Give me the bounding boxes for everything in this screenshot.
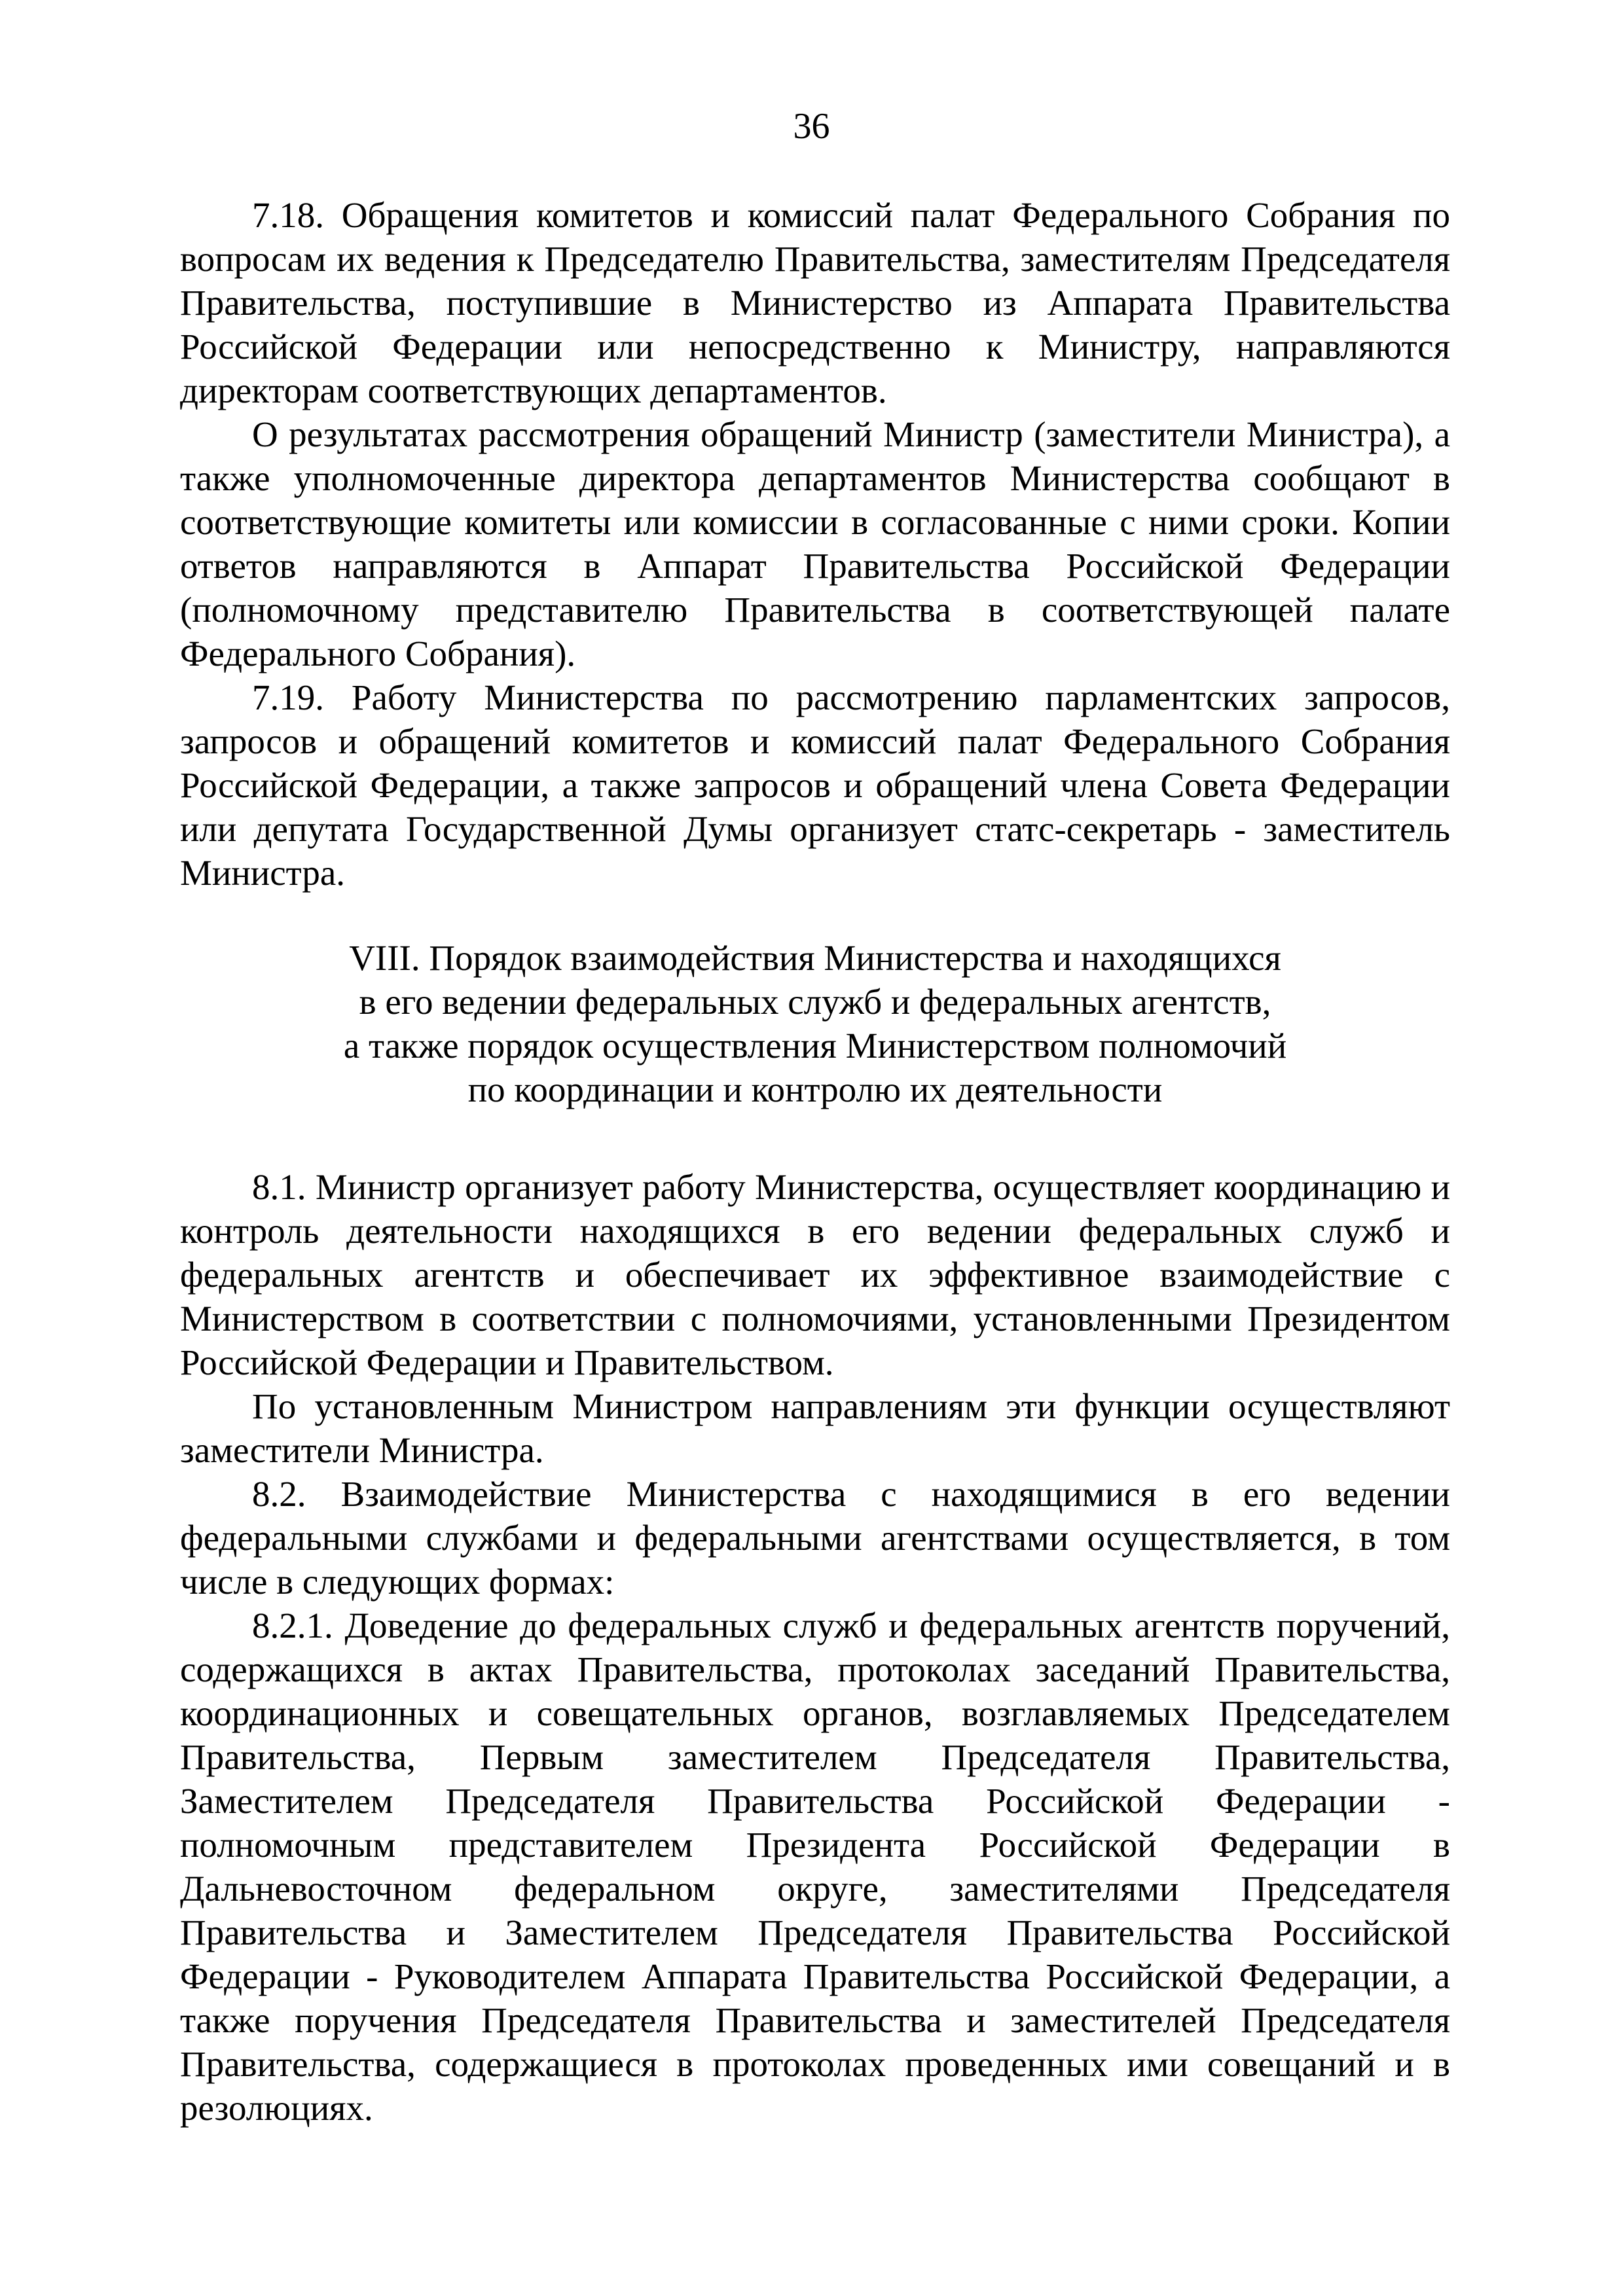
paragraph-7-18: 7.18. Обращения комитетов и комиссий палат Федерального Собрания по вопросам их ведения к Председателю Правительства, заместителям Председателя Правительства, поступившие в Министерство из Аппарата Правительства Российской Федерации или непосредственно к Министру, направляются директорам соответствующих департаментов. [180,195,1450,410]
page-number: 36 [793,106,830,147]
paragraph-8-2: 8.2. Взаимодействие Министерства с находящимися в его ведении федеральными службами и федеральными агентствами осуществляется, в том числе в следующих формах: [180,1474,1450,1602]
paragraph-7-19: 7.19. Работу Министерства по рассмотрению парламентских запросов, запросов и обращений комитетов и комиссий палат Федерального Собрания Российской Федерации, а также запросов и обращений члена Совета Федерации или депутата Государственной Думы организует статс-секретарь - заместитель Министра. [180,677,1450,893]
section-8-heading [180,936,1450,1111]
heading-line-3: а также порядок осуществления Министерством полномочий [343,1026,1287,1066]
paragraph-8-2-1: 8.2.1. Доведение до федеральных служб и федеральных агентств поручений, содержащихся в актах Правительства, протоколах заседаний Правительства, координационных и совещательных органов, возглавляемых Председателем Правительства, Первым заместителем Председателя Правительства, Заместителем Председателя Правительства Российской Федерации - полномочным представителем Президента Российской Федерации в Дальневосточном федеральном округе, заместителями Председателя Правительства и Заместителем Председателя Правительства Российской Федерации - Руководителем Аппарата Правительства Российской Федерации, а также поручения Председателя Правительства и заместителей Председателя Правительства, содержащиеся в протоколах проведенных ими совещаний и в резолюциях. [180,1605,1450,2128]
heading-line-2: в его ведении федеральных служб и федеральных агентств, [359,982,1271,1022]
paragraph-8-1-functions: По установленным Министром направлениям эти функции осуществляют заместители Министра. [180,1386,1450,1470]
heading-line-1: VIII. Порядок взаимодействия Министерства и находящихся [349,938,1281,978]
paragraph-8-1: 8.1. Министр организует работу Министерства, осуществляет координацию и контроль деятельности находящихся в его ведении федеральных служб и федеральных агентств и обеспечивает их эффективное взаимодействие с Министерством в соответствии с полномочиями, установленными Президентом Российской Федерации и Правительством. [180,1167,1450,1382]
paragraph-7-18-results: О результатах рассмотрения обращений Министр (заместители Министра), а также уполномоченные директора департаментов Министерства сообщают в соответствующие комитеты или комиссии в согласованные с ними сроки. Копии ответов направляются в Аппарат Правительства Российской Федерации (полномочному представителю Правительства в соответствующей палате Федерального Собрания). [180,414,1450,673]
heading-line-4: по координации и контролю их деятельности [467,1069,1163,1109]
section-7-text [180,193,1450,895]
section-8-text [180,1165,1450,2130]
